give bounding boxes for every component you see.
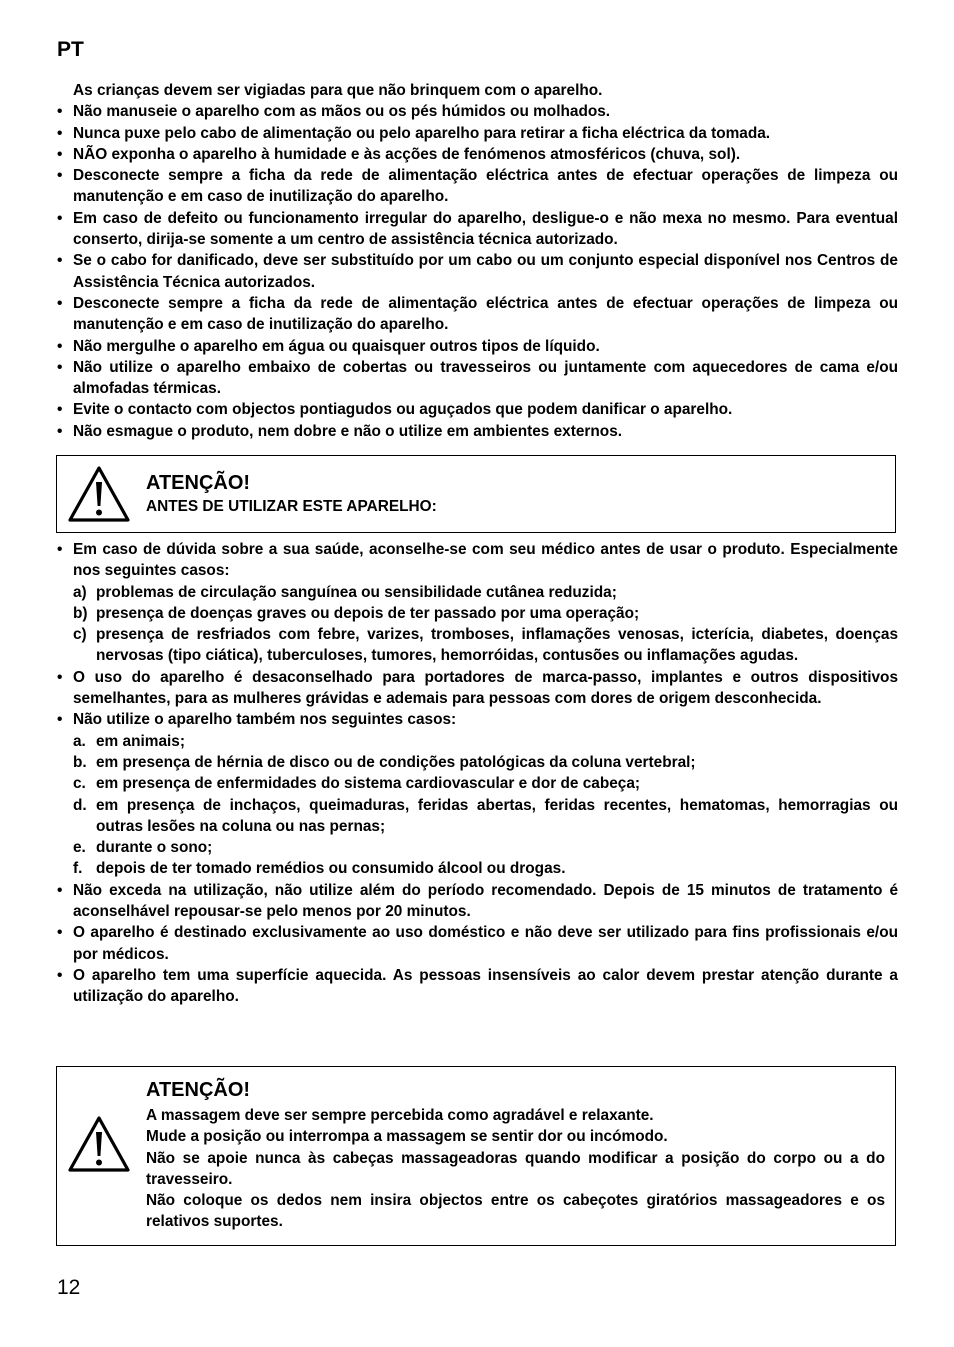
list-item: • Desconecte sempre a ficha da rede de alimentação eléctrica antes de efectuar operações de limpeza ou manutenção e em caso de inutilização do aparelho. <box>57 167 898 206</box>
warning-subtitle: ANTES DE UTILIZAR ESTE APARELHO: <box>146 498 437 515</box>
list-item: • Desconecte sempre a ficha da rede de alimentação eléctrica antes de efectuar operações de limpeza ou manutenção e em caso de inutilização do aparelho. <box>57 294 898 334</box>
page-number: 12 <box>57 1276 81 1299</box>
warning-title: ATENÇÃO! <box>146 472 251 494</box>
safety-list-1 <box>57 80 898 442</box>
list-item: • Em caso de dúvida sobre a sua saúde, aconselhe-se com seu médico antes de usar o produto. Especialmente nos seguintes casos: <box>57 541 898 580</box>
warning-box-1 <box>56 455 896 533</box>
list-item: • O uso do aparelho é desaconselhado para portadores de marca-passo, implantes e outros dispositivos semelhantes, para as mulheres grávidas e ademais para pessoas com dores de origem desconhecida. <box>57 668 898 708</box>
list-item: • Nunca puxe pelo cabo de alimentação ou pelo aparelho para retirar a ficha eléctrica da tomada. <box>57 124 771 142</box>
list-item: • Não mergulhe o aparelho em água ou quaisquer outros tipos de líquido. <box>57 337 600 355</box>
language-code: PT <box>57 38 84 61</box>
sub-item: c) presença de resfriados com febre, varizes, tromboses, inflamações venosas, icterícia, diabetes, doenças nervosas (tipo ciática), tuberculoses, tumores, hemorróidas, contusões ou inflamações agudas. <box>73 626 898 665</box>
list-item: • Não esmague o produto, nem dobre e não o utilize em ambientes externos. <box>57 422 623 440</box>
sub-item: b) presença de doenças graves ou depois de ter passado por uma operação; <box>73 604 640 622</box>
warning-triangle-icon <box>67 464 131 529</box>
list-item: • O aparelho é destinado exclusivamente ao uso doméstico e não deve ser utilizado para fins profissionais e/ou por médicos. <box>57 924 898 963</box>
list-item: • Não utilize o aparelho embaixo de cobertas ou travesseiros ou juntamente com aquecedores de cama e/ou almofadas térmicas. <box>57 358 898 398</box>
sub-item: b. em presença de hérnia de disco ou de condições patológicas da coluna vertebral; <box>73 753 696 771</box>
warning-line: Não coloque os dedos nem insira objectos entre os cabeçotes giratórios massageadores e os relativos suportes. <box>146 1192 885 1231</box>
sub-item: d. em presença de inchaços, queimaduras, feridas abertas, feridas recentes, hematomas, hemorragias ou outras lesões na coluna ou nas pernas; <box>73 796 898 835</box>
list-item: • O aparelho tem uma superfície aquecida. As pessoas insensíveis ao calor devem prestar atenção durante a utilização do aparelho. <box>57 966 898 1006</box>
list-item: • Não exceda na utilização, não utilize além do período recomendado. Depois de 15 minutos de tratamento é aconselhável repousar-se pelo menos por 20 minutos. <box>57 881 898 921</box>
sub-item: a) problemas de circulação sanguínea ou sensibilidade cutânea reduzida; <box>73 583 617 601</box>
list-item: • Não manuseie o aparelho com as mãos ou os pés húmidos ou molhados. <box>57 103 611 121</box>
list-item: • Evite o contacto com objectos pontiagudos ou aguçados que podem danificar o aparelho. <box>57 401 733 419</box>
warning-line: Não se apoie nunca às cabeças massageadoras quando modificar a posição do corpo ou a do travesseiro. <box>146 1149 885 1188</box>
list-item: • NÃO exponha o aparelho à humidade e às acções de fenómenos atmosféricos (chuva, sol). <box>57 145 741 163</box>
safety-list-2 <box>57 539 898 1008</box>
sub-item: f. depois de ter tomado remédios ou consumido álcool ou drogas. <box>73 860 566 878</box>
list-item: • Em caso de defeito ou funcionamento irregular do aparelho, desligue-o e não mexa no mesmo. Para eventual conserto, dirija-se somente a um centro de assistência técnica autorizado. <box>57 209 898 249</box>
list-item: • Não utilize o aparelho também nos seguintes casos: <box>57 711 457 729</box>
warning-triangle-icon <box>67 1114 131 1179</box>
warning-line: A massagem deve ser sempre percebida como agradável e relaxante. <box>146 1107 654 1124</box>
sub-item: e. durante o sono; <box>73 839 213 857</box>
warning-body <box>146 1105 885 1233</box>
list-item <box>57 80 898 101</box>
warning-title: ATENÇÃO! <box>146 1079 251 1101</box>
list-item: • Se o cabo for danificado, deve ser substituído por um cabo ou um conjunto especial disponível nos Centros de Assistência Técnica autorizados. <box>57 252 898 291</box>
sub-item: a. em animais; <box>73 732 185 750</box>
warning-box-2 <box>56 1066 896 1246</box>
sub-item: c. em presença de enfermidades do sistema cardiovascular e dor de cabeça; <box>73 775 641 793</box>
intro-text: As crianças devem ser vigiadas para que não brinquem com o aparelho. <box>73 82 603 99</box>
warning-line: Mude a posição ou interrompa a massagem se sentir dor ou incómodo. <box>146 1128 668 1146</box>
